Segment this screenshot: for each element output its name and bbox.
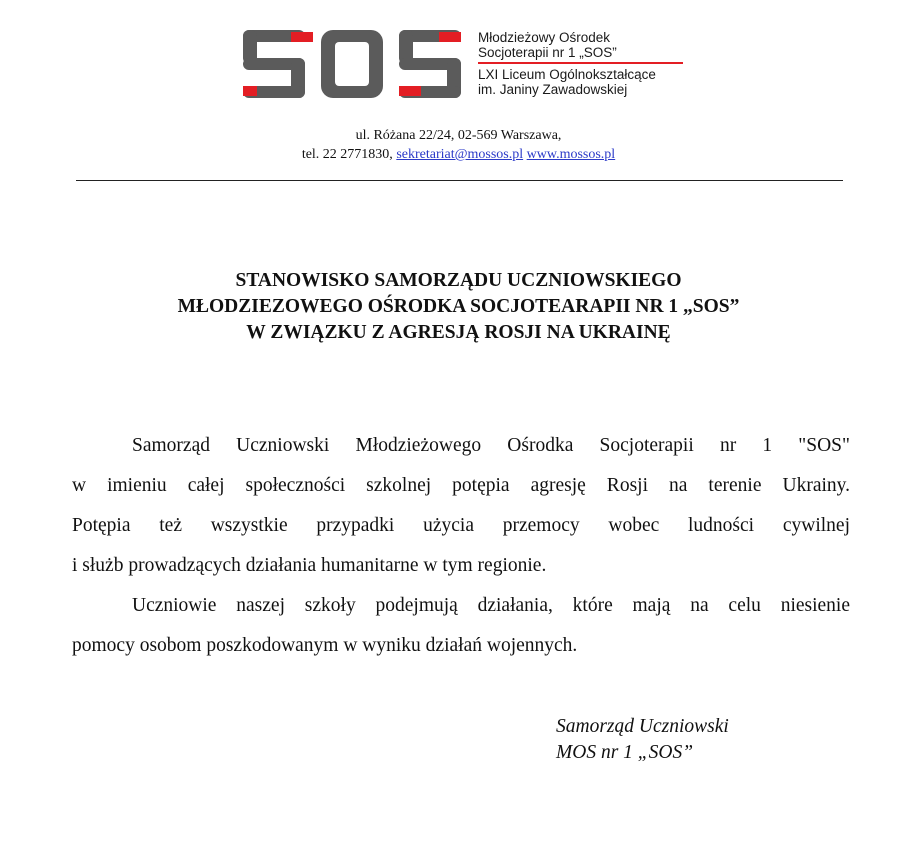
body-line: Potępia też wszystkie przypadki użycia przemocy wobec ludności cywilnej (72, 515, 850, 536)
address: ul. Różana 22/24, 02-569 Warszawa, (355, 128, 562, 143)
document-body (72, 426, 850, 666)
red-divider (478, 62, 683, 64)
header-rule (76, 180, 843, 181)
org-line: im. Janiny Zawadowskiej (478, 82, 628, 97)
website-link[interactable]: www.mossos.pl (526, 147, 616, 162)
email-link[interactable]: sekretariat@mossos.pl (396, 147, 524, 162)
body-line: Samorząd Uczniowski Młodzieżowego Ośrodka Socjoterapii nr 1 "SOS" (132, 435, 850, 456)
contact-info (0, 126, 917, 164)
title-line: W ZWIĄZKU Z AGRESJĄ ROSJI NA UKRAINĘ (246, 322, 671, 343)
body-line: Uczniowie naszej szkoły podejmują działania, które mają na celu niesienie (132, 595, 850, 616)
logo-letter-s-1 (243, 30, 313, 98)
org-line: Socjoterapii nr 1 „SOS” (478, 45, 617, 60)
title-line: STANOWISKO SAMORZĄDU UCZNIOWSKIEGO (235, 270, 682, 291)
signature-line: MOS nr 1 „SOS” (556, 742, 694, 763)
paragraph-1 (72, 426, 850, 586)
document-title (0, 268, 917, 346)
org-line: Młodzieżowy Ośrodek (478, 30, 611, 45)
org-line: LXI Liceum Ogólnokształcące (478, 67, 656, 82)
organization-name (478, 30, 683, 97)
signature (556, 714, 729, 766)
body-line: i służb prowadzących działania humanitarne w tym regionie. (72, 555, 547, 576)
body-line: w imieniu całej społeczności szkolnej potępia agresję Rosji na terenie Ukrainy. (72, 475, 850, 496)
paragraph-2 (72, 586, 850, 666)
body-line: pomocy osobom poszkodowanym w wyniku działań wojennych. (72, 635, 578, 656)
logo-letter-o (321, 30, 383, 98)
phone: tel. 22 2771830, (301, 147, 393, 162)
title-line: MŁODZIEZOWEGO OŚRODKA SOCJOTEARAPII NR 1 „SOS” (177, 296, 740, 317)
signature-line: Samorząd Uczniowski (556, 716, 729, 737)
logo-letter-s-2 (399, 30, 461, 98)
sos-logo (243, 30, 461, 98)
